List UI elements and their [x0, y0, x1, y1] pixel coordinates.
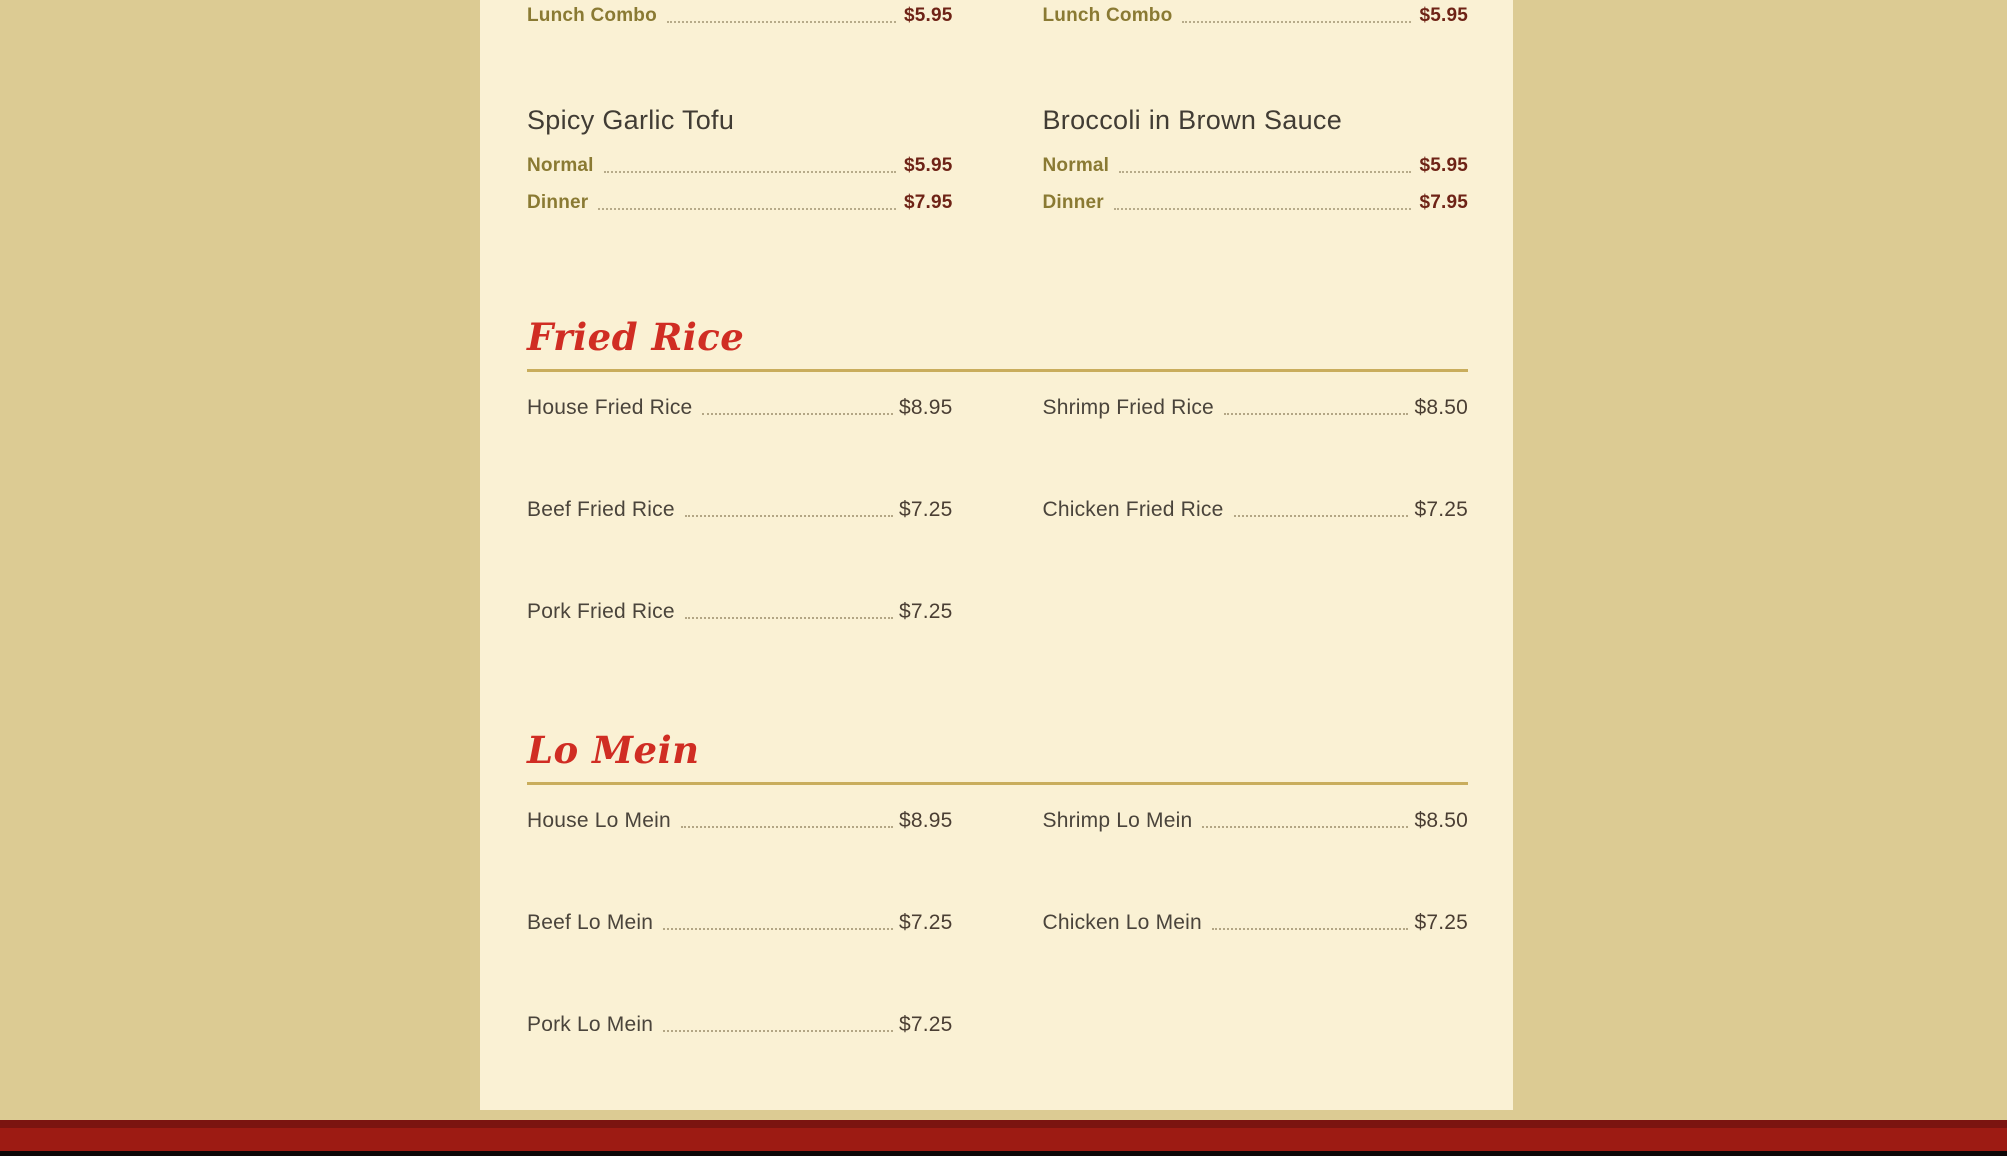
menu-item-row — [1043, 808, 1469, 834]
option-price: $5.95 — [903, 5, 953, 26]
section-lo-mein — [527, 728, 1468, 1038]
menu-item-row — [527, 395, 953, 421]
dotted-leader — [702, 413, 893, 415]
menu-item-row — [527, 599, 953, 625]
item-price: $7.25 — [898, 600, 953, 623]
combo-column-right — [1043, 4, 1469, 215]
item-price: $7.25 — [898, 1013, 953, 1036]
option-price: $7.95 — [903, 192, 953, 213]
section-divider — [527, 369, 1468, 372]
dotted-leader — [1202, 826, 1408, 828]
item-name: Shrimp Lo Mein — [1042, 809, 1193, 832]
dotted-leader — [663, 1030, 893, 1032]
dish-name: Broccoli in Brown Sauce — [1042, 105, 1343, 135]
option-price: $7.95 — [1419, 192, 1468, 213]
dotted-leader — [1119, 171, 1411, 173]
dotted-leader — [1182, 21, 1411, 23]
menu-item-row — [527, 910, 953, 936]
section-title: Fried Rice — [527, 315, 745, 359]
item-name: House Lo Mein — [527, 809, 671, 832]
item-name: Beef Lo Mein — [527, 911, 654, 934]
menu-item-row — [1043, 497, 1469, 523]
menu-item-row — [1043, 910, 1469, 936]
option-label: Normal — [527, 155, 594, 176]
option-label: Normal — [1042, 155, 1110, 176]
option-label: Dinner — [527, 192, 589, 213]
section-fried-rice — [527, 315, 1468, 625]
option-label: Lunch Combo — [1042, 5, 1173, 26]
item-name: House Fried Rice — [527, 396, 693, 419]
section-items — [527, 808, 1468, 1038]
item-price: $8.95 — [898, 396, 953, 419]
menu-panel — [480, 0, 1513, 1110]
dotted-leader — [1114, 208, 1412, 210]
item-price: $8.95 — [898, 809, 953, 832]
item-name: Shrimp Fried Rice — [1042, 396, 1214, 419]
footer-bar — [0, 1120, 2007, 1151]
item-name: Chicken Lo Mein — [1042, 911, 1202, 934]
dotted-leader — [1234, 515, 1409, 517]
combo-column-left — [527, 4, 953, 215]
footer-bottom-strip — [0, 1151, 2007, 1156]
menu-option-row — [527, 191, 953, 215]
section-divider — [527, 782, 1468, 785]
dotted-leader — [663, 928, 893, 930]
item-price: $8.50 — [1414, 396, 1468, 419]
dotted-leader — [1212, 928, 1409, 930]
item-price: $7.25 — [898, 911, 953, 934]
dotted-leader — [1224, 413, 1408, 415]
item-name: Chicken Fried Rice — [1042, 498, 1224, 521]
dotted-leader — [685, 617, 893, 619]
menu-item-row — [527, 1012, 953, 1038]
item-price: $7.25 — [1414, 498, 1468, 521]
dotted-leader — [681, 826, 893, 828]
menu-option-row — [1043, 154, 1469, 178]
menu-option-row — [1043, 191, 1469, 215]
item-name: Pork Lo Mein — [527, 1013, 654, 1036]
dotted-leader — [598, 208, 896, 210]
dish-name: Spicy Garlic Tofu — [527, 105, 735, 135]
dotted-leader — [604, 171, 896, 173]
option-label: Lunch Combo — [527, 5, 657, 26]
option-label: Dinner — [1042, 192, 1104, 213]
section-items — [527, 395, 1468, 625]
dotted-leader — [667, 21, 896, 23]
item-price: $7.25 — [898, 498, 953, 521]
item-name: Pork Fried Rice — [527, 600, 675, 623]
option-price: $5.95 — [1419, 5, 1468, 26]
combo-section — [527, 4, 1468, 215]
menu-item-row — [527, 497, 953, 523]
option-price: $5.95 — [1419, 155, 1468, 176]
menu-option-row — [1043, 4, 1469, 28]
option-price: $5.95 — [903, 155, 953, 176]
menu-item-row — [1043, 395, 1469, 421]
item-price: $7.25 — [1414, 911, 1468, 934]
menu-option-row — [527, 154, 953, 178]
dotted-leader — [685, 515, 893, 517]
item-price: $8.50 — [1414, 809, 1468, 832]
menu-option-row — [527, 4, 953, 28]
section-title: Lo Mein — [527, 728, 700, 772]
menu-item-row — [527, 808, 953, 834]
item-name: Beef Fried Rice — [527, 498, 675, 521]
